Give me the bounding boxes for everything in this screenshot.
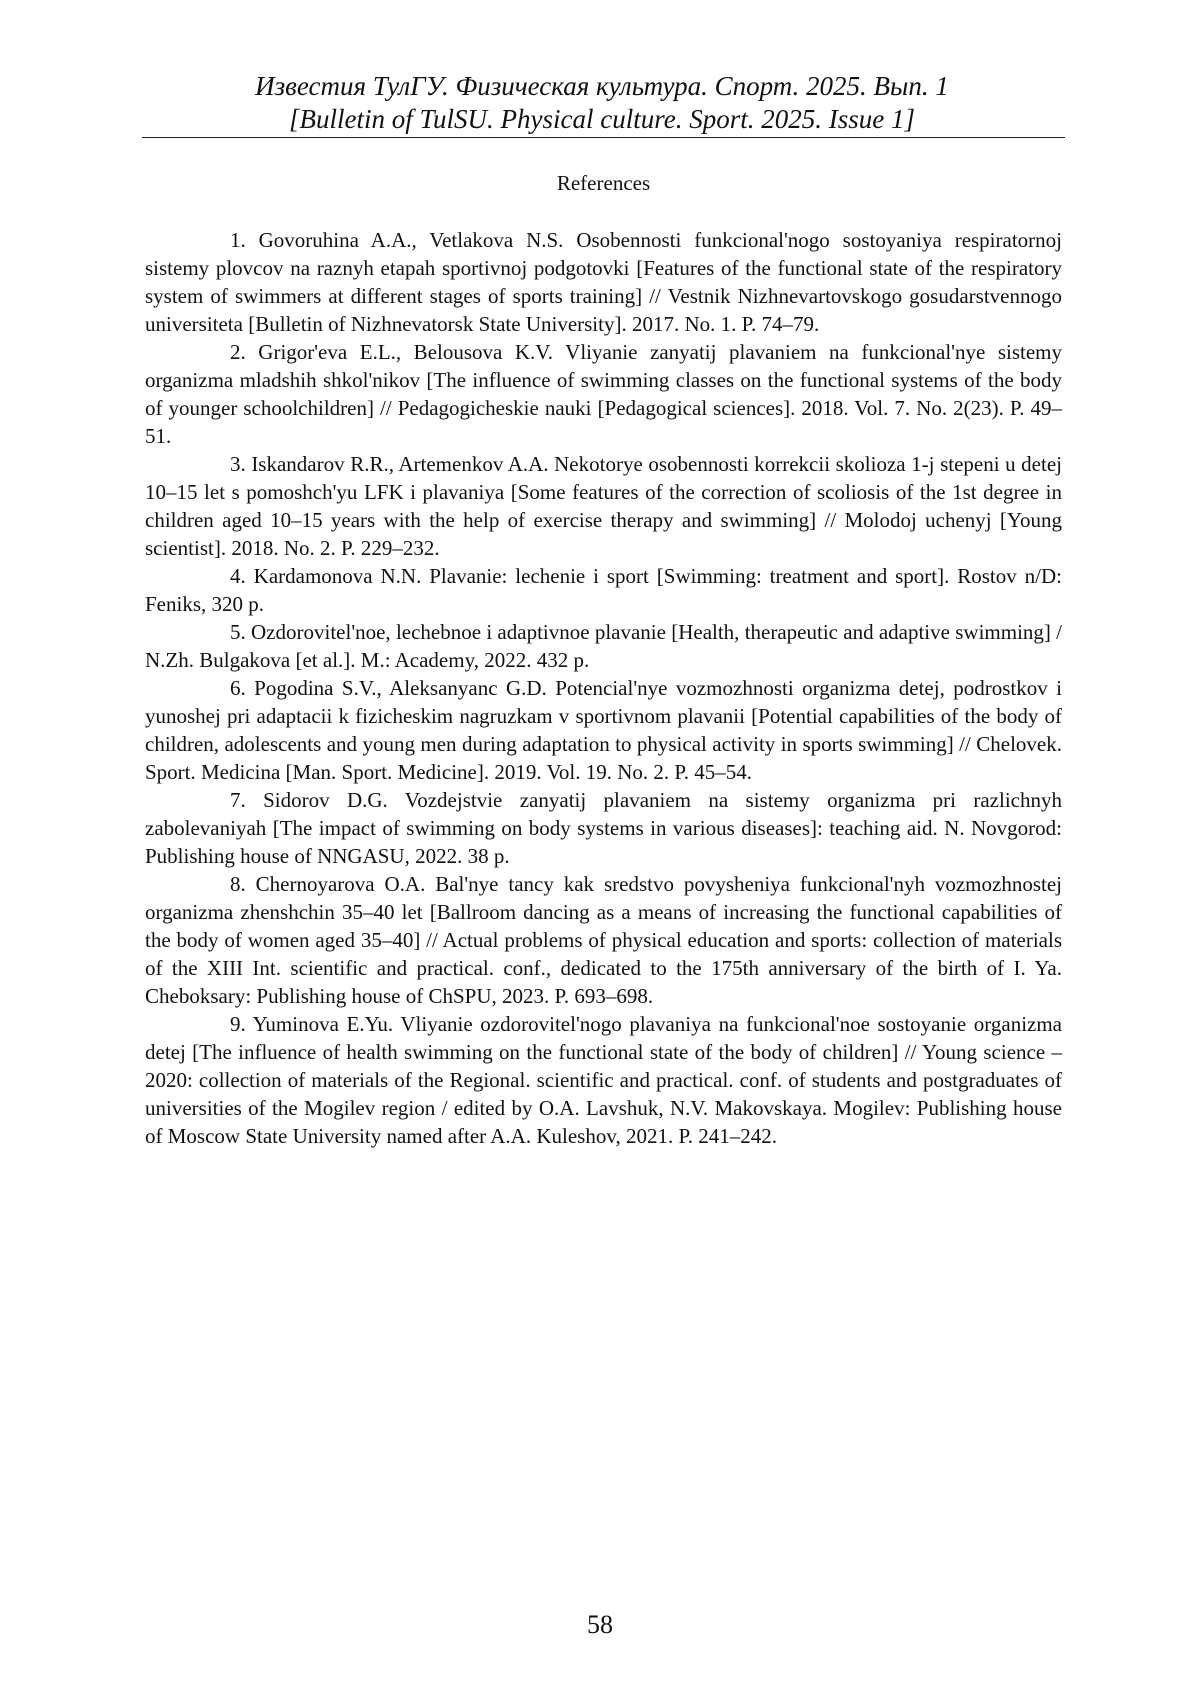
page-number: 58 xyxy=(587,1610,613,1639)
reference-item: 4. Kardamonova N.N. Plavanie: lechenie i sport [Swimming: treatment and sport]. Rostov n/D: Feniks, 320 p. xyxy=(145,564,1062,616)
reference-item: 6. Pogodina S.V., Aleksanyanc G.D. Potencial'nye vozmozhnosti organizma detej, podrostkov i yunoshej pri adaptacii k fizicheskim nagruzkam v sportivnom plavanii [Potential capabilities of the body of children, adolescents and young men during adaptation to physical activity in sports swimming] // Chelovek. Sport. Medicina [Man. Sport. Medicine]. 2019. Vol. 19. No. 2. P. 45–54. xyxy=(145,676,1062,784)
reference-item: 1. Govoruhina A.A., Vetlakova N.S. Osobennosti funkcional'nogo sostoyaniya respiratornoj sistemy plovcov na raznyh etapah sportivnoj podgotovki [Features of the functional state of the respiratory system of swimmers at different stages of sports training] // Vestnik Nizhnevartovskogo gosudarstvennogo universiteta [Bulletin of Nizhnevatorsk State University]. 2017. No. 1. P. 74–79. xyxy=(145,228,1062,336)
reference-list xyxy=(145,226,1062,1150)
running-header xyxy=(142,70,1062,136)
reference-item: 9. Yuminova E.Yu. Vliyanie ozdorovitel'nogo plavaniya na funkcional'noe sostoyanie organizma detej [The influence of health swimming on the functional state of the body of children] // Young science – 2020: collection of materials of the Regional. scientific and practical. conf. of students and postgraduates of universities of the Mogilev region / edited by O.A. Lavshuk, N.V. Makovskaya. Mogilev: Publishing house of Moscow State University named after A.A. Kuleshov, 2021. P. 241–242. xyxy=(145,1012,1062,1148)
section-title: References xyxy=(556,171,651,195)
header-divider xyxy=(142,137,1065,138)
reference-item: 8. Chernoyarova O.A. Bal'nye tancy kak sredstvo povysheniya funkcional'nyh vozmozhnostej organizma zhenshchin 35–40 let [Ballroom dancing as a means of increasing the functional capabilities of the body of women aged 35–40] // Actual problems of physical education and sports: collection of materials of the XIII Int. scientific and practical. conf., dedicated to the 175th anniversary of the birth of I. Ya. Cheboksary: Publishing house of ChSPU, 2023. P. 693–698. xyxy=(145,872,1062,1008)
reference-item: 2. Grigor'eva E.L., Belousova K.V. Vliyanie zanyatij plavaniem na funkcional'nye sistemy organizma mladshih shkol'nikov [The influence of swimming classes on the functional systems of the body of younger schoolchildren] // Pedagogicheskie nauki [Pedagogical sciences]. 2018. Vol. 7. No. 2(23). P. 49–51. xyxy=(145,340,1062,448)
reference-item: 5. Ozdorovitel'noe, lechebnoe i adaptivnoe plavanie [Health, therapeutic and adaptive swimming] / N.Zh. Bulgakova [et al.]. M.: Academy, 2022. 432 p. xyxy=(145,620,1062,672)
header-line-russian: Известия ТулГУ. Физическая культура. Спорт. 2025. Вып. 1 xyxy=(255,71,949,101)
reference-item: 7. Sidorov D.G. Vozdejstvie zanyatij plavaniem na sistemy organizma pri razlichnyh zabolevaniyah [The impact of swimming on body systems in various diseases]: teaching aid. N. Novgorod: Publishing house of NNGASU, 2022. 38 p. xyxy=(145,788,1062,868)
reference-item: 3. Iskandarov R.R., Artemenkov A.A. Nekotorye osobennosti korrekcii skolioza 1-j stepeni u detej 10–15 let s pomoshch'yu LFK i plavaniya [Some features of the correction of scoliosis of the 1st degree in children aged 10–15 years with the help of exercise therapy and swimming] // Molodoj uchenyj [Young scientist]. 2018. No. 2. P. 229–232. xyxy=(145,452,1062,560)
header-line-english: [Bulletin of TulSU. Physical culture. Sport. 2025. Issue 1] xyxy=(289,104,915,134)
